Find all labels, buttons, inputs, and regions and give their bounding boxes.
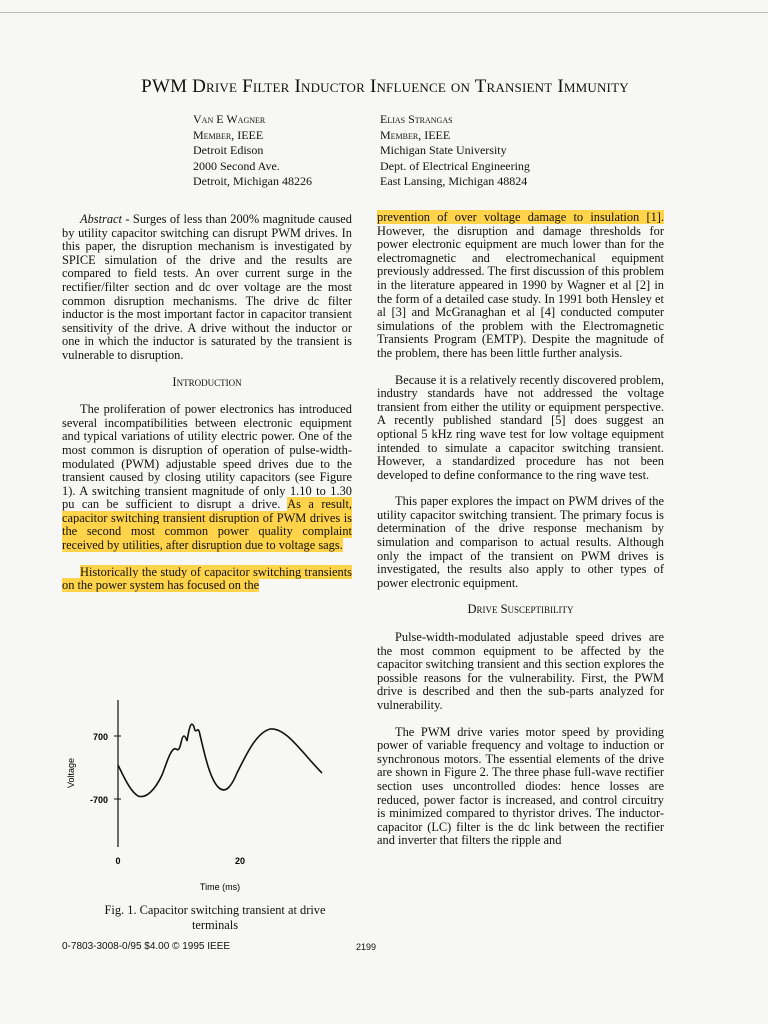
author-line: Member, IEEE (193, 127, 264, 142)
scan-top-rule (0, 12, 768, 13)
author-line: Member, IEEE (380, 127, 451, 142)
y-axis-label: Voltage (66, 757, 76, 789)
intro-paragraph-1 (62, 403, 352, 553)
author-line: 2000 Second Ave. (193, 158, 280, 173)
abstract (62, 213, 352, 363)
abstract-text: - Surges of less than 200% magnitude caused by utility capacitor switching can disrupt PWM drives. In this paper, the disruption mechanism is investigated by SPICE simulation of the drive and the results are compared to field tests. An over current surge in the rectifier/filter section and dc over voltage are the most common disruption mechanisms. The drive dc filter inductor is the most important factor in capacitor transient sensitivity of the drive. A drive without the inductor or one in which the inductor is saturated by the transient is vulnerable to disruption. (62, 212, 352, 362)
right-p0-highlight: prevention of over voltage damage to insulation [1]. (377, 210, 664, 224)
page-number: 2199 (356, 942, 377, 952)
right-paragraph-4: The PWM drive varies motor speed by providing power of variable frequency and voltage to induction or synchronous motors. The essential elements of the drive are shown in Figure 2. The three phase full-wave rectifier section uses uncontrolled diodes: hence losses are reduced, power factor is increased, and control circuitry is minimized compared to thyristor drives. The inductor-capacitor (LC) filter is the dc link between the rectifier and inverter that filters the ripple and (377, 724, 664, 848)
right-p0-text: However, the disruption and damage thresholds for power electronic equipment are much lower than for the electromagnetic and electromechanical equipment previously addressed. The first discussion of this problem in the literature appeared in 1990 by Wagner et al [2] in the form of a detailed case study. In 1991 both Hensley et al [3] and McGranaghan et al [4] conducted computer simulations of the problem with the Electromagnetic Transients Program (EMTP). Despite the magnitude of the problem, there has been little further analysis. (377, 223, 664, 360)
author-block-2 (380, 112, 530, 190)
x-tick-label: 0 (115, 856, 121, 866)
right-column (377, 211, 664, 861)
section-heading-introduction: Introduction (172, 374, 242, 389)
figure-1-caption: Fig. 1. Capacitor switching transient at drive terminals (104, 903, 326, 932)
x-axis-label: Time (ms) (199, 882, 241, 892)
author-line: Detroit Edison (193, 143, 264, 157)
x-tick-label: 20 (234, 856, 246, 866)
intro-p1-text: The proliferation of power electronics has introduced several incompatibilities between electronic equipment and typical variations of utility electric power. One of the most common is disruption of operation of pulse-width-modulated (PWM) adjustable speed drives due to the transient caused by closing utility capacitors (see Figure 1). A switching transient magnitude of only 1.10 to 1.30 pu can be sufficient to disrupt a drive. (62, 402, 352, 512)
right-paragraph-2: This paper explores the impact on PWM drives of the utility capacitor switching transient. The primary focus is determination of the drive response mechanism by simulation and comparison to actual results. Although only the impact of the transient on PWM drives is investigated, the results also apply to other types of power electronic equipment. (377, 494, 664, 590)
intro-paragraph-2 (62, 566, 352, 593)
author-name: Elias Strangas (380, 112, 453, 126)
figure-1-plot (60, 695, 360, 935)
right-paragraph-0 (377, 211, 664, 361)
author-name: Van E Wagner (193, 112, 266, 126)
paper-title: PWM Drive Filter Inductor Influence on Transient Immunity (141, 76, 629, 97)
y-tick-label: -700 (89, 795, 108, 805)
author-line: East Lansing, Michigan 48824 (380, 174, 528, 188)
author-line: Michigan State University (380, 143, 507, 157)
y-tick-label: 700 (92, 732, 108, 742)
transient-waveform (118, 724, 322, 796)
author-block-1 (193, 112, 312, 190)
section-heading-drive-susceptibility: Drive Susceptibility (467, 602, 574, 617)
abstract-label: Abstract (80, 212, 122, 226)
intro-p1-highlight: As a result, capacitor switching transient disruption of PWM drives is the second most common power quality complaint received by utilities, after disruption due to voltage sags. (62, 497, 353, 553)
right-paragraph-3: Pulse-width-modulated adjustable speed drives are the most common equipment to be affected by the capacitor switching transient and this section explores the possible reasons for the vulnerability. First, the PWM drive is described and then the sub-parts analyzed for vulnerability. (377, 630, 664, 712)
author-line: Dept. of Electrical Engineering (380, 158, 530, 173)
intro-p2-highlight: Historically the study of capacitor switching transients on the power system has focused on the (62, 564, 352, 593)
left-column (62, 213, 352, 606)
author-line: Detroit, Michigan 48226 (193, 174, 312, 188)
copyright-line: 0-7803-3008-0/95 $4.00 © 1995 IEEE (62, 941, 231, 952)
right-paragraph-1: Because it is a relatively recently discovered problem, industry standards have not addressed the voltage transient from either the utility or equipment perspective. A recently published standard [5] does suggest an optional 5 kHz ring wave test for low voltage equipment intended to simulate a capacitor switching transient. However, a standardized procedure has not been developed to define conformance to the ring wave test. (377, 372, 664, 482)
